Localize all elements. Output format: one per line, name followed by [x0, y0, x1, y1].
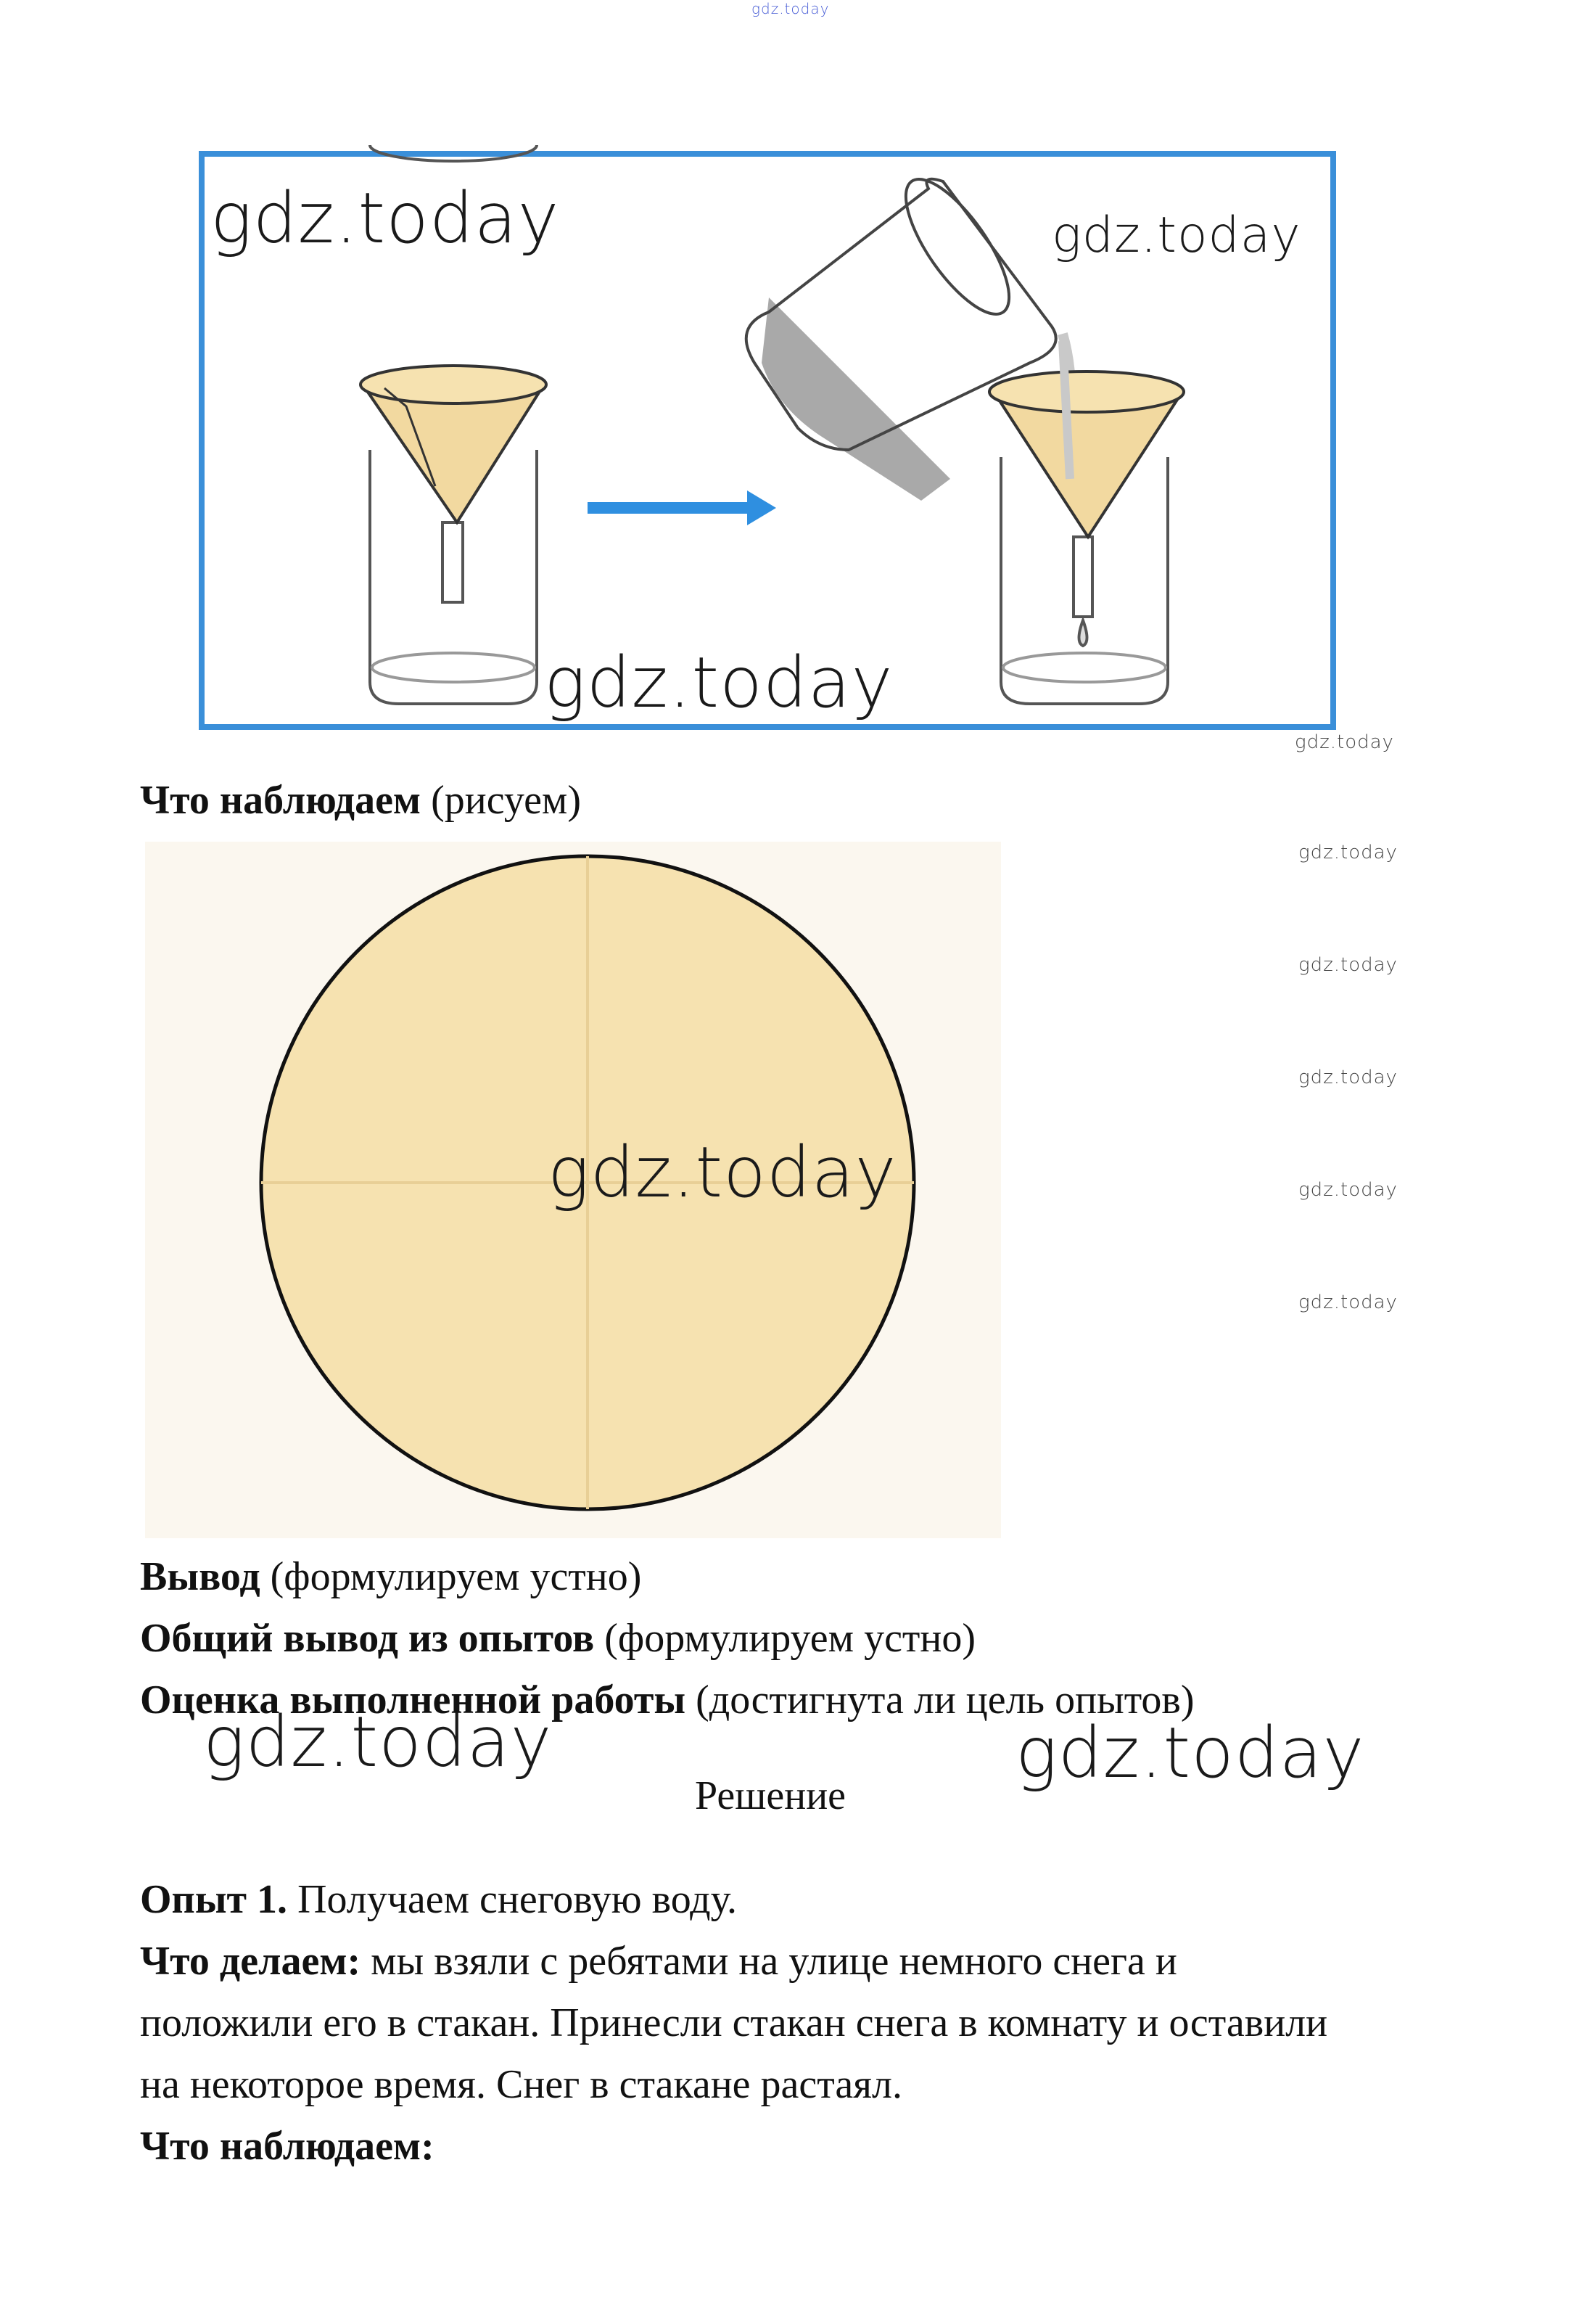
- watermark-figure-top-left: gdz.today: [210, 178, 560, 259]
- left-filter-cone: [363, 385, 544, 522]
- top-watermark: gdz.today: [751, 0, 830, 17]
- general-conclusion-line: [140, 1614, 976, 1663]
- assessment-label: Оценка выполненной работы: [140, 1678, 686, 1723]
- watermark-small-1: gdz.today: [1295, 731, 1394, 753]
- doing-line-3: на некоторое время. Снег в стакане растаял.: [140, 2062, 902, 2107]
- conclusion-note: (формулируем устно): [260, 1554, 642, 1599]
- watermark-small-6: gdz.today: [1298, 1292, 1398, 1313]
- watermark-right-mid: gdz.today: [1015, 1712, 1365, 1794]
- watermark-small-4: gdz.today: [1298, 1067, 1398, 1088]
- experiment-1-text: Получаем снеговую воду.: [287, 1877, 737, 1922]
- watermark-left-mid: gdz.today: [203, 1701, 553, 1783]
- doing-label: Что делаем:: [140, 1939, 361, 1984]
- observe-2-label: Что наблюдаем:: [140, 2124, 434, 2169]
- general-conclusion-label: Общий вывод из опытов: [140, 1616, 595, 1661]
- right-filter-cone: [994, 392, 1182, 537]
- watermark-figure-bottom: gdz.today: [544, 642, 894, 723]
- experiment-1-label: Опыт 1.: [140, 1877, 288, 1922]
- conclusion-label: Вывод: [140, 1554, 260, 1599]
- watermark-small-2: gdz.today: [1298, 842, 1398, 863]
- watermark-figure-top-right: gdz.today: [1052, 207, 1301, 264]
- watermark-small-5: gdz.today: [1298, 1179, 1398, 1201]
- solution-heading: Решение: [695, 1773, 846, 1818]
- general-conclusion-note: (формулируем устно): [594, 1616, 976, 1661]
- watermark-circle: gdz.today: [548, 1132, 897, 1213]
- conclusion-line: [140, 1553, 641, 1601]
- doing-text-1: мы взяли с ребятами на улице немного снега и: [361, 1939, 1177, 1984]
- doing-line-2: положили его в стакан. Принесли стакан снега в комнату и оставили: [140, 2000, 1328, 2045]
- observe-2-line: [140, 2122, 434, 2171]
- assessment-note: (достигнута ли цель опытов): [685, 1678, 1195, 1723]
- watermark-small-3: gdz.today: [1298, 954, 1398, 976]
- doing-line-1: [140, 1937, 1177, 1986]
- observe-note: (рисуем): [421, 778, 582, 823]
- process-arrow: [588, 490, 776, 525]
- experiment-1-line: [140, 1876, 737, 1924]
- observe-label: Что наблюдаем: [140, 778, 421, 823]
- pouring-beaker: [746, 165, 1071, 501]
- observe-heading: [140, 776, 581, 825]
